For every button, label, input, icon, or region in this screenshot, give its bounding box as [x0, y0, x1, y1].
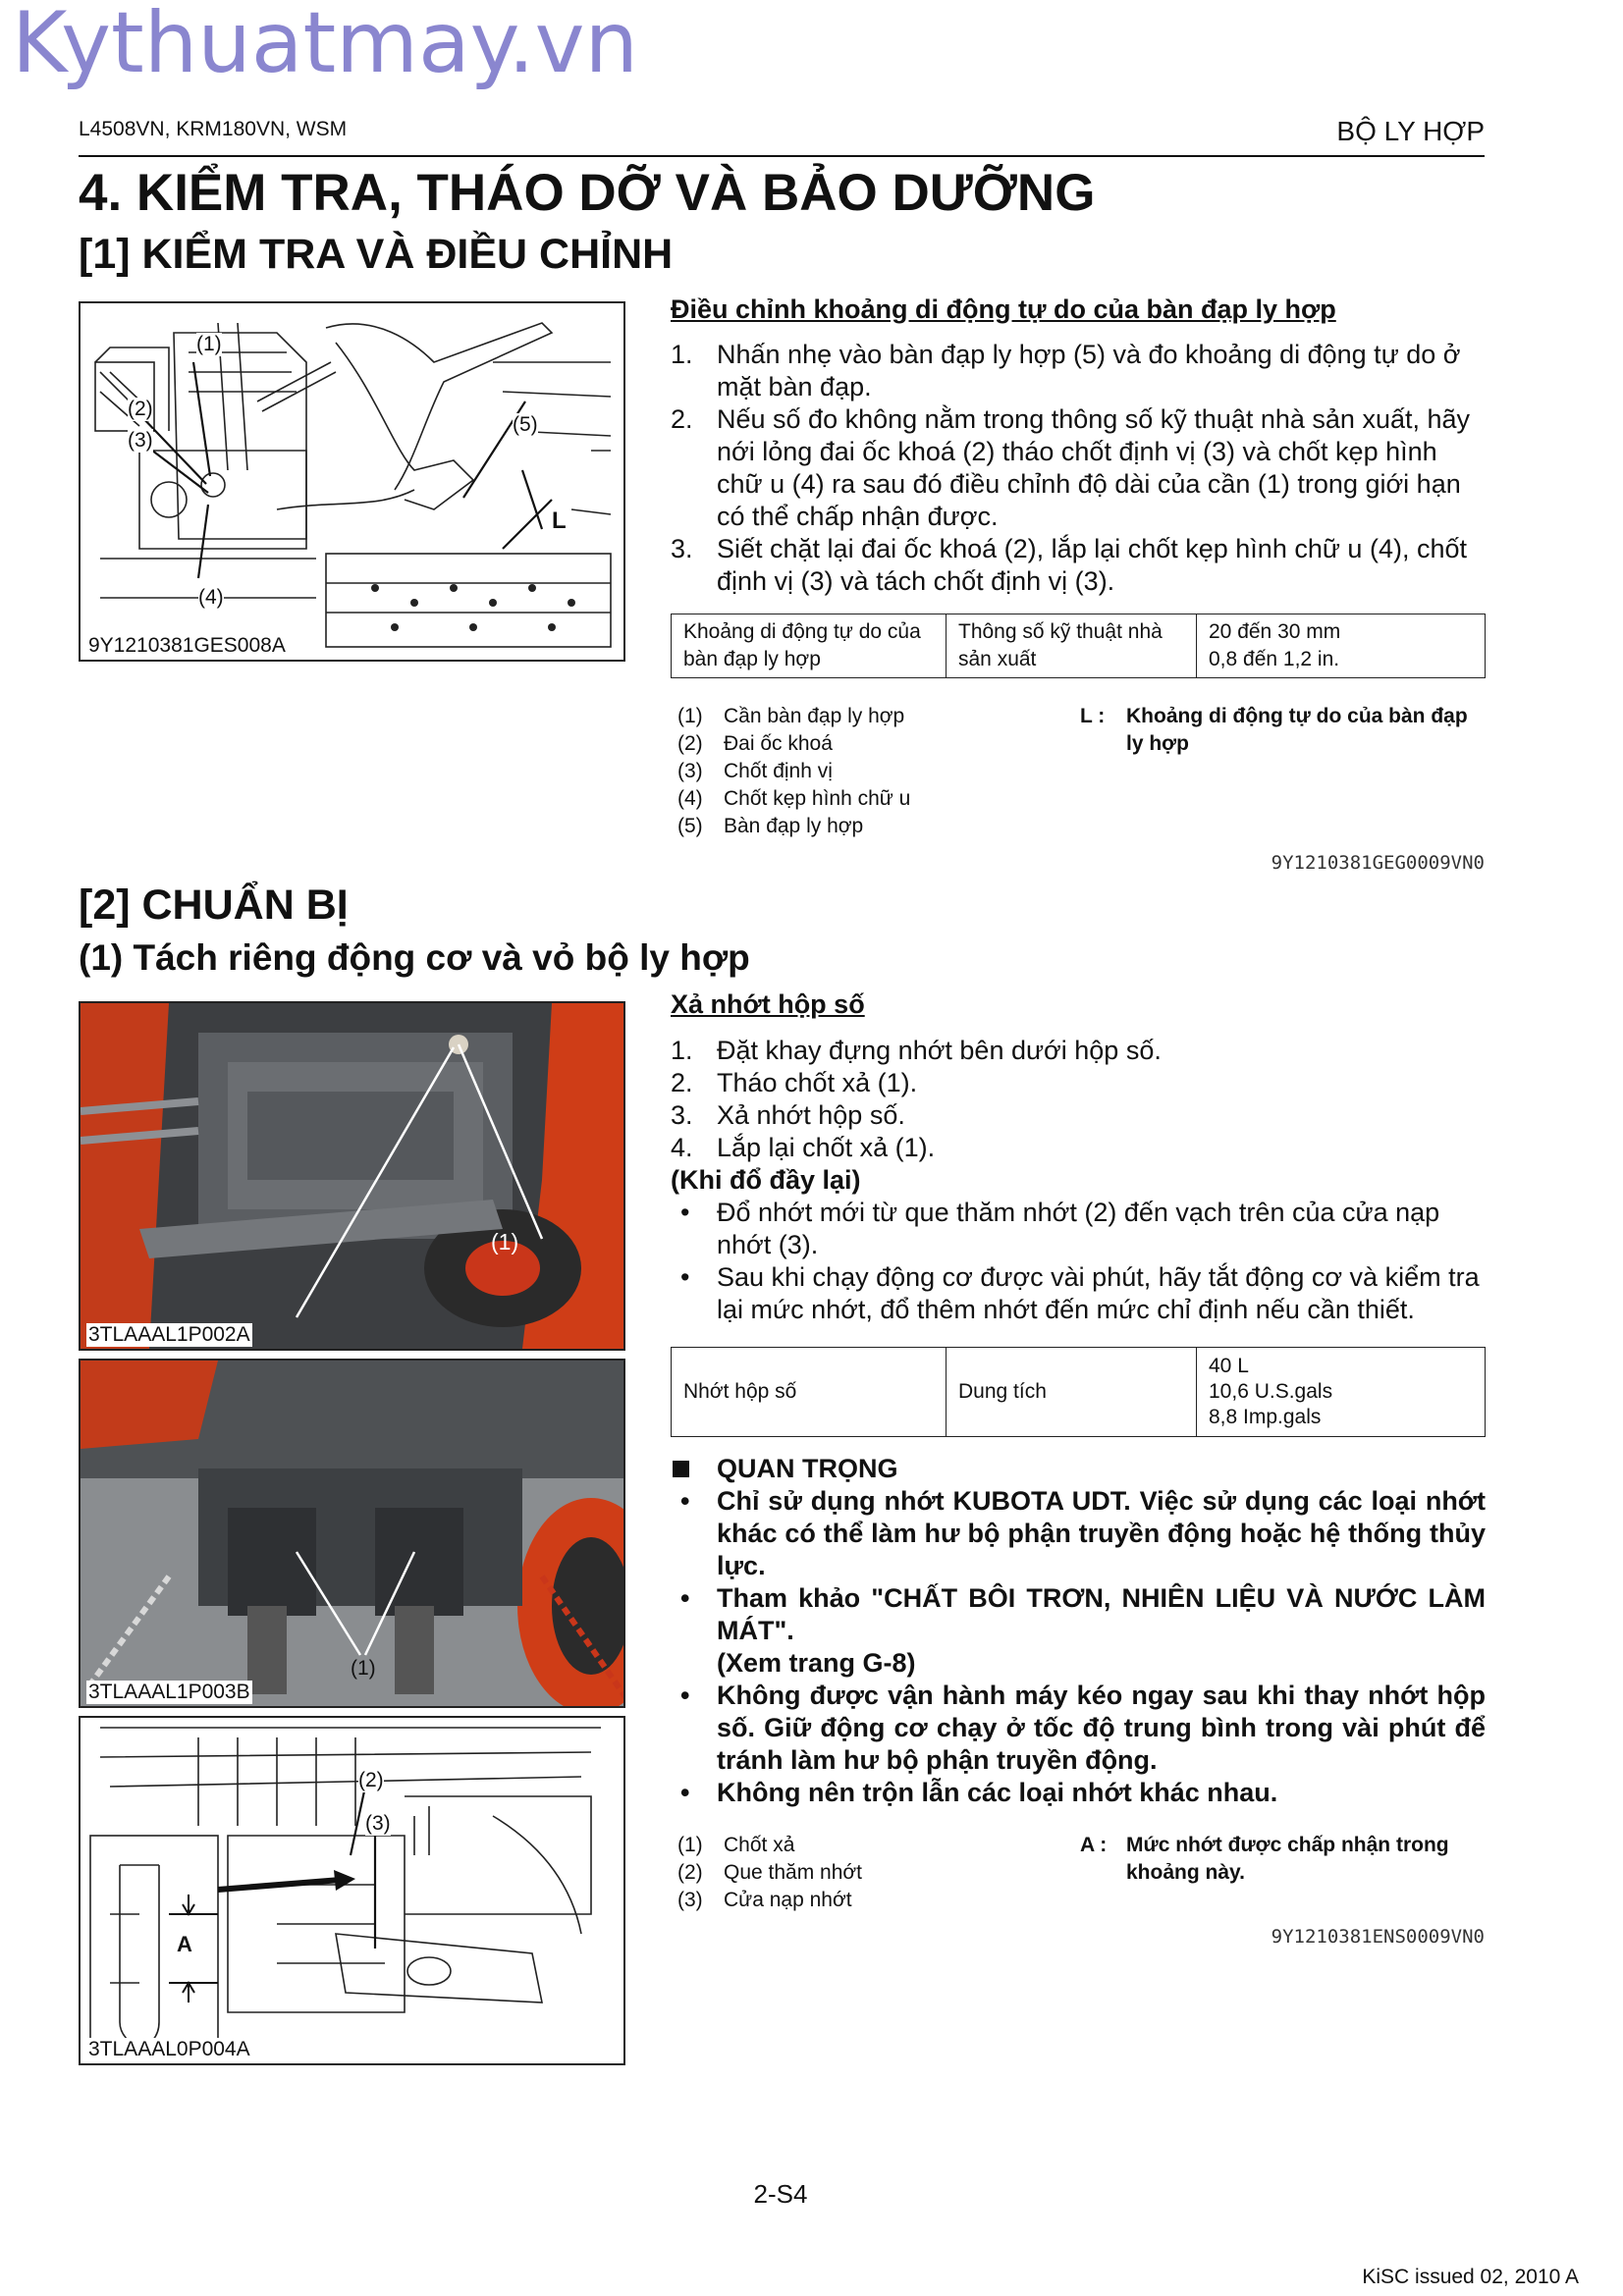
spec-value: 40 L 10,6 U.S.gals 8,8 Imp.gals — [1197, 1348, 1486, 1437]
legend-item: (3) Cửa nạp nhớt — [677, 1889, 852, 1911]
legend-item: (1) Cần bàn đạp ly hợp — [677, 705, 905, 727]
steps-free-travel — [671, 339, 1486, 598]
spec-type: Thông số kỹ thuật nhà sản xuất — [947, 614, 1197, 678]
important-block — [671, 1453, 1486, 1809]
legend-item: L : Khoảng di động tự do của bàn đạp ly hợp — [1080, 705, 1468, 755]
callout-A: A — [177, 1932, 192, 1956]
legend-section-1 — [677, 703, 1051, 840]
figure-photo-underside — [79, 1359, 625, 1708]
legend-right-section-1 — [1080, 703, 1473, 758]
figure-code: 3TLAAAL1P002A — [88, 1323, 250, 1346]
reference-code-2: 9Y1210381ENS0009VN0 — [1271, 1926, 1485, 1948]
reference-code-1: 9Y1210381GEG0009VN0 — [1271, 852, 1485, 874]
list-item: 1. Nhấn nhẹ vào bàn đạp ly hợp (5) và đo khoảng di động tự do ở mặt bàn đạp. — [671, 340, 1461, 401]
important-heading: QUAN TRỌNG — [671, 1453, 1486, 1485]
watermark: Kythuatmay.vn — [12, 0, 639, 92]
figure-code: 3TLAAAL0P004A — [88, 2038, 250, 2060]
figure-dipstick — [79, 1716, 625, 2065]
spec-label: Nhớt hộp số — [672, 1348, 947, 1437]
legend-item: (3) Chốt định vị — [677, 760, 833, 782]
callout-1: (1) — [351, 1657, 376, 1680]
spec-value: 20 đến 30 mm 0,8 đến 1,2 in. — [1197, 614, 1486, 678]
legend-item: (1) Chốt xả — [677, 1834, 795, 1856]
figure-photo-drain-plug — [79, 1001, 625, 1351]
section-title: 4. KIỂM TRA, THÁO DỠ VÀ BẢO DƯỠNG — [79, 164, 1096, 222]
square-bullet-icon — [673, 1461, 689, 1477]
list-item: • Tham khảo "CHẤT BÔI TRƠN, NHIÊN LIỆU VÀ NƯỚC LÀM MÁT". (Xem trang G-8) — [680, 1583, 1486, 1678]
list-item: 3. Xả nhớt hộp số. — [671, 1100, 905, 1130]
callout-1: (1) — [196, 333, 222, 355]
legend-section-2 — [677, 1832, 1051, 1914]
page-number: 2-S4 — [753, 2179, 808, 2209]
subsection-1-title: [1] KIỂM TRA VÀ ĐIỀU CHỈNH — [79, 231, 674, 278]
subheading-drain-oil: Xả nhớt hộp số — [671, 989, 865, 1019]
callout-3: (3) — [365, 1812, 391, 1835]
underside-photo — [81, 1361, 623, 1706]
legend-item: (2) Que thăm nhớt — [677, 1861, 863, 1884]
list-item: • Sau khi chạy động cơ được vài phút, hãy tắt động cơ và kiểm tra lại mức nhớt, đổ thêm nhớt đến mức chỉ định nếu cần thiết. — [680, 1262, 1480, 1324]
legend-item: (5) Bàn đạp ly hợp — [677, 815, 864, 837]
callout-3: (3) — [128, 429, 153, 452]
header-chapter: BỘ LY HỢP — [1336, 116, 1485, 146]
callout-2: (2) — [128, 398, 153, 420]
list-item: • Không nên trộn lẫn các loại nhớt khác nhau. — [680, 1778, 1278, 1807]
clutch-pedal-drawing — [81, 303, 623, 660]
figure-code: 9Y1210381GES008A — [88, 634, 286, 657]
list-item: • Chỉ sử dụng nhớt KUBOTA UDT. Việc sử dụng các loại nhớt khác có thể làm hư bộ phận truyền động hoặc hệ thống thủy lực. — [680, 1486, 1486, 1580]
dipstick-drawing — [81, 1718, 623, 2063]
figure-code: 3TLAAAL1P003B — [88, 1681, 250, 1703]
legend-item: (2) Đai ốc khoá — [677, 732, 833, 755]
spec-label: Khoảng di động tự do của bàn đạp ly hợp — [672, 614, 947, 678]
spec-type: Dung tích — [947, 1348, 1197, 1437]
header-model: L4508VN, KRM180VN, WSM — [79, 118, 348, 140]
list-item: 2. Tháo chốt xả (1). — [671, 1068, 918, 1097]
legend-right-section-2 — [1080, 1832, 1483, 1887]
steps-drain-oil — [671, 1035, 1486, 1326]
subsection-2-title: [2] CHUẨN BỊ — [79, 881, 349, 929]
list-item: 1. Đặt khay đựng nhớt bên dưới hộp số. — [671, 1036, 1162, 1065]
legend-item: (4) Chốt kẹp hình chữ u — [677, 787, 911, 810]
list-item: • Đổ nhớt mới từ que thăm nhớt (2) đến vạch trên của cửa nạp nhớt (3). — [680, 1198, 1440, 1259]
callout-5: (5) — [513, 413, 538, 436]
header-rule — [79, 155, 1485, 157]
drain-plug-photo — [81, 1003, 623, 1349]
refill-heading: (Khi đổ đầy lại) — [671, 1165, 861, 1195]
callout-L: L — [552, 507, 567, 534]
spec-table-capacity — [671, 1347, 1486, 1437]
list-item: 3. Siết chặt lại đai ốc khoá (2), lắp lại chốt kẹp hình chữ u (4), chốt định vị (3) và tách chốt định vị (3). — [671, 534, 1467, 596]
callout-4: (4) — [198, 586, 224, 609]
subsection-2-subtitle: (1) Tách riêng động cơ và vỏ bộ ly hợp — [79, 937, 750, 978]
list-item: 2. Nếu số đo không nằm trong thông số kỹ thuật nhà sản xuất, hãy nới lỏng đai ốc khoá (2) tháo chốt định vị (3) và chốt kẹp hình chữ u (4) ra sau đó điều chỉnh độ dài của cần (1) trong giới hạn có thể chấp nhận được. — [671, 404, 1471, 531]
list-item: • Không được vận hành máy kéo ngay sau khi thay nhớt hộp số. Giữ động cơ chạy ở tốc độ trung bình trong vài phút để tránh làm hư bộ phận truyền động. — [680, 1681, 1486, 1775]
list-item: 4. Lắp lại chốt xả (1). — [671, 1133, 936, 1162]
spec-table-free-travel — [671, 614, 1486, 678]
callout-1: (1) — [491, 1229, 519, 1255]
callout-2: (2) — [358, 1769, 384, 1791]
figure-clutch-pedal — [79, 301, 625, 662]
legend-item: A : Mức nhớt được chấp nhận trong khoảng này. — [1080, 1834, 1449, 1884]
subheading-free-travel: Điều chỉnh khoảng di động tự do của bàn đạp ly hợp — [671, 294, 1336, 324]
issue-note: KiSC issued 02, 2010 A — [1362, 2266, 1579, 2288]
